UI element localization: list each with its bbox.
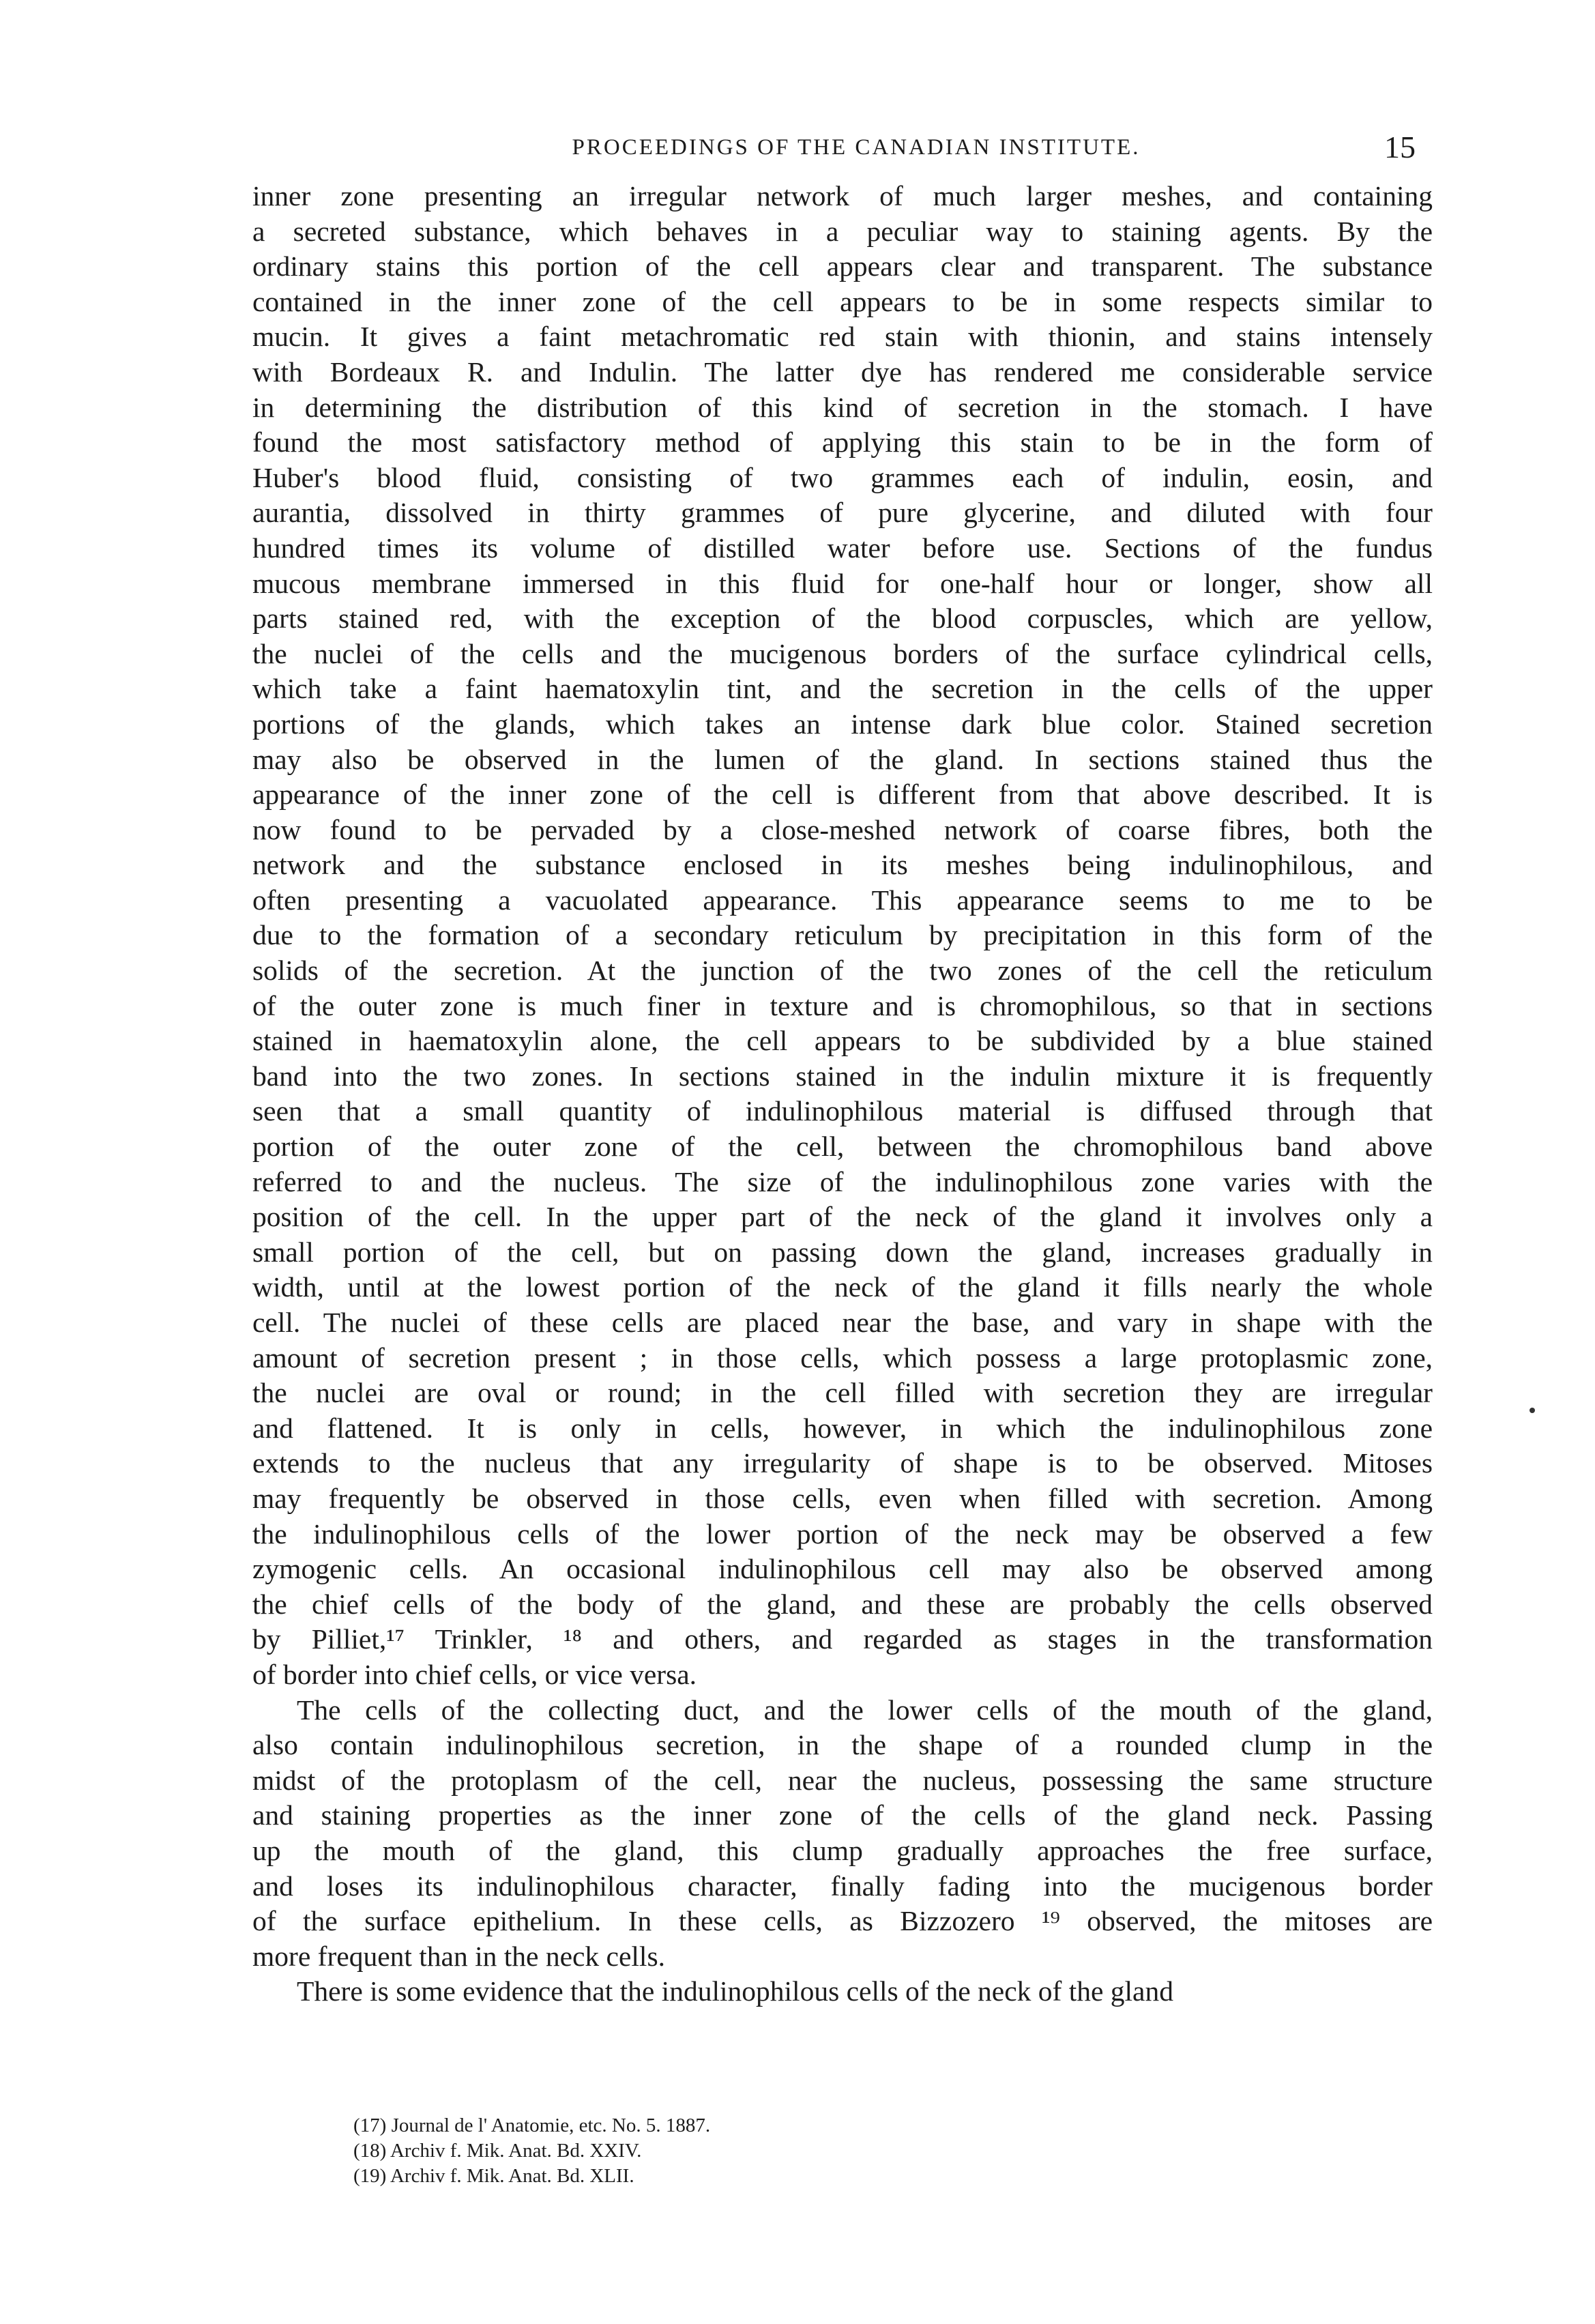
text-line: more frequent than in the neck cells. (252, 1940, 665, 1972)
text-line: amount of secretion present ; in those cells, which possess a large protoplasmic zone, (252, 1341, 1433, 1374)
text-line: may also be observed in the lumen of the gland. In sections stained thus the (252, 743, 1433, 775)
text-line: referred to and the nucleus. The size of the indulinophilous zone varies with the (252, 1165, 1433, 1197)
text-line: network and the substance enclosed in its meshes being indulinophilous, and (252, 849, 1433, 881)
text-line: found the most satisfactory method of applying this stain to be in the form of (252, 426, 1433, 459)
footnotes (353, 2113, 1308, 2189)
footnote: (18) Archiv f. Mik. Anat. Bd. XXIV. (353, 2140, 642, 2162)
text-line: the chief cells of the body of the gland, and these are probably the cells observed (252, 1588, 1433, 1620)
text-line: in determining the distribution of this kind of secretion in the stomach. I have (252, 391, 1433, 423)
paragraph (252, 179, 1433, 1693)
text-line: and loses its indulinophilous character, finally fading into the mucigenous border (252, 1870, 1433, 1902)
running-title: PROCEEDINGS OF THE CANADIAN INSTITUTE. (572, 135, 1141, 160)
paragraph (252, 1693, 1433, 1975)
text-line: mucous membrane immersed in this fluid for one-half hour or longer, show all (252, 567, 1433, 599)
text-line: often presenting a vacuolated appearance. This appearance seems to me to be (252, 884, 1433, 916)
text-line: appearance of the inner zone of the cell is different from that above described. It is (252, 779, 1433, 811)
body-text (252, 179, 1433, 2009)
text-line: zymogenic cells. An occasional indulinophilous cell may also be observed among (252, 1553, 1433, 1585)
text-line: ordinary stains this portion of the cell appears clear and transparent. The substance (252, 250, 1433, 282)
text-line: the nuclei of the cells and the mucigenous borders of the surface cylindrical cells, (252, 637, 1433, 669)
text-line: the indulinophilous cells of the lower portion of the neck may be observed a few (252, 1517, 1433, 1550)
text-line: by Pilliet,¹⁷ Trinkler, ¹⁸ and others, and regarded as stages in the transformation (252, 1623, 1433, 1655)
text-line: which take a faint haematoxylin tint, and the secretion in the cells of the upper (252, 673, 1433, 705)
text-line: up the mouth of the gland, this clump gradually approaches the free surface, (252, 1834, 1433, 1866)
text-line: small portion of the cell, but on passing down the gland, increases gradually in (252, 1236, 1433, 1268)
text-line: width, until at the lowest portion of the neck of the gland it fills nearly the whole (252, 1271, 1433, 1303)
text-line: There is some evidence that the indulinophilous cells of the neck of the gland (297, 1975, 1173, 2007)
paragraph (252, 1974, 1433, 2009)
text-line: hundred times its volume of distilled water before use. Sections of the fundus (252, 532, 1433, 564)
text-line: extends to the nucleus that any irregularity of shape is to be observed. Mitoses (252, 1447, 1433, 1479)
page-number: 15 (1384, 130, 1416, 164)
text-line: contained in the inner zone of the cell appears to be in some respects similar to (252, 285, 1433, 317)
footnote: (19) Archiv f. Mik. Anat. Bd. XLII. (353, 2165, 634, 2187)
text-line: and flattened. It is only in cells, however, in which the indulinophilous zone (252, 1412, 1433, 1444)
text-line: seen that a small quantity of indulinophilous material is diffused through that (252, 1095, 1433, 1127)
page-header (252, 127, 1433, 168)
text-line: now found to be pervaded by a close-meshed network of coarse fibres, both the (252, 813, 1433, 845)
text-line: of border into chief cells, or vice versa. (252, 1658, 697, 1690)
text-line: mucin. It gives a faint metachromatic red stain with thionin, and stains intensely (252, 321, 1433, 353)
text-line: position of the cell. In the upper part of the neck of the gland it involves only a (252, 1201, 1433, 1233)
text-line: may frequently be observed in those cells, even when filled with secretion. Among (252, 1482, 1433, 1514)
text-line: midst of the protoplasm of the cell, near the nucleus, possessing the same structure (252, 1764, 1433, 1796)
text-line: of the surface epithelium. In these cells, as Bizzozero ¹⁹ observed, the mitoses are (252, 1905, 1433, 1937)
text-line: portions of the glands, which takes an intense dark blue color. Stained secretion (252, 708, 1433, 740)
text-line: of the outer zone is much finer in texture and is chromophilous, so that in sections (252, 989, 1433, 1021)
text-line: band into the two zones. In sections stained in the indulin mixture it is frequently (252, 1060, 1433, 1092)
text-line: due to the formation of a secondary reticulum by precipitation in this form of the (252, 919, 1433, 951)
text-line: cell. The nuclei of these cells are placed near the base, and vary in shape with the (252, 1307, 1433, 1338)
text-line: Huber's blood fluid, consisting of two grammes each of indulin, eosin, and (252, 461, 1433, 493)
text-line: solids of the secretion. At the junction of the two zones of the cell the reticulum (252, 955, 1433, 987)
text-line: a secreted substance, which behaves in a peculiar way to staining agents. By the (252, 215, 1433, 247)
text-line: The cells of the collecting duct, and the lower cells of the mouth of the gland, (297, 1694, 1433, 1726)
text-line: stained in haematoxylin alone, the cell appears to be subdivided by a blue stained (252, 1025, 1433, 1057)
text-line: with Bordeaux R. and Indulin. The latter dye has rendered me considerable service (252, 355, 1433, 388)
print-speck (1530, 1408, 1535, 1413)
text-line: aurantia, dissolved in thirty grammes of pure glycerine, and diluted with four (252, 497, 1433, 529)
footnote: (17) Journal de l' Anatomie, etc. No. 5. 1887. (353, 2115, 711, 2136)
text-line: inner zone presenting an irregular network of much larger meshes, and containing (252, 180, 1433, 212)
text-line: and staining properties as the inner zone of the cells of the gland neck. Passing (252, 1799, 1433, 1831)
text-line: the nuclei are oval or round; in the cell filled with secretion they are irregular (252, 1377, 1433, 1409)
text-line: portion of the outer zone of the cell, between the chromophilous band above (252, 1131, 1433, 1163)
text-line: also contain indulinophilous secretion, in the shape of a rounded clump in the (252, 1729, 1433, 1761)
text-line: parts stained red, with the exception of the blood corpuscles, which are yellow, (252, 602, 1433, 635)
